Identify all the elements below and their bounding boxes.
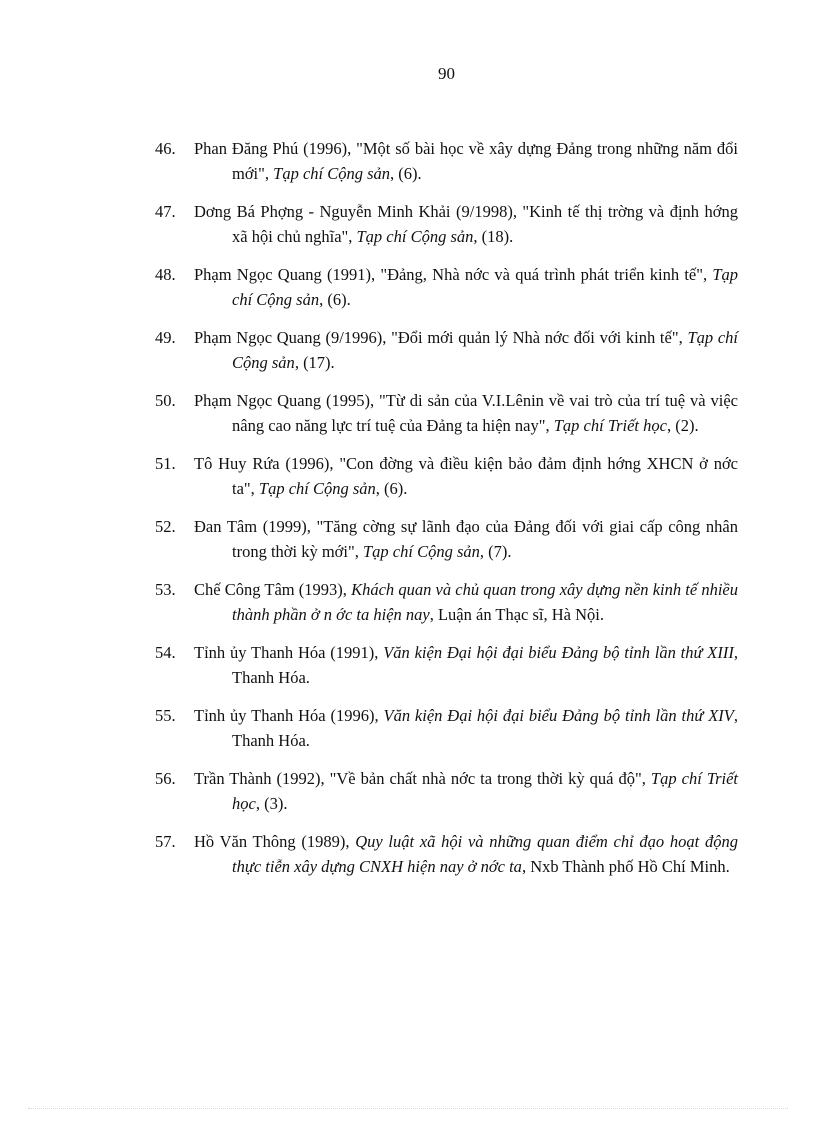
reference-number: 51.: [155, 454, 176, 473]
reference-segment: Tỉnh ủy Thanh Hóa (1991),: [194, 643, 384, 662]
reference-number: 46.: [155, 139, 176, 158]
reference-number: 47.: [155, 202, 176, 221]
reference-source-title: Tạp chí Cộng sản: [356, 227, 474, 246]
reference-text: [194, 202, 738, 246]
reference-text: [194, 769, 738, 813]
reference-segment: Phạm Ngọc Quang (1995), "Từ di sản của V.I.Lênin về vai trò của trí tuệ và việc nâng cao năng lực trí tuệ của Đảng ta hiện nay",: [194, 391, 738, 435]
reference-source-title: Tạp chí Triết học: [232, 769, 738, 813]
reference-segment: , Luận án Thạc sĩ, Hà Nội.: [429, 605, 604, 624]
reference-number: 50.: [155, 391, 176, 410]
reference-source-title: Tạp chí Cộng sản: [273, 164, 391, 183]
reference-item: [155, 325, 738, 375]
reference-segment: Phạm Ngọc Quang (1991), "Đảng, Nhà nớc và quá trình phát triển kinh tế",: [194, 265, 713, 284]
reference-text: [194, 517, 738, 561]
reference-item: [155, 514, 738, 564]
reference-number: 53.: [155, 580, 176, 599]
reference-source-title: Tạp chí Cộng sản: [232, 328, 738, 372]
reference-item: [155, 451, 738, 501]
reference-segment: , Thanh Hóa.: [232, 643, 738, 687]
page-number: 90: [438, 64, 455, 83]
reference-number: 48.: [155, 265, 176, 284]
reference-segment: Đan Tâm (1999), "Tăng cờng sự lãnh đạo của Đảng đối với giai cấp công nhân trong thời kỳ mới",: [194, 517, 738, 561]
reference-text: [194, 832, 738, 876]
reference-segment: (7).: [484, 542, 512, 561]
reference-source-title: Khách quan và chủ quan trong xây dựng nền kinh tế nhiều thành phần ở n ớc ta hiện nay: [232, 580, 739, 624]
reference-text: [194, 328, 738, 372]
reference-text: [194, 391, 738, 435]
reference-segment: , (6).: [390, 164, 422, 183]
reference-item: [155, 640, 738, 690]
reference-segment: Tô Huy Rứa (1996), "Con đờng và điều kiện bảo đảm định hớng XHCN ở nớc ta",: [194, 454, 738, 498]
reference-item: [155, 703, 738, 753]
reference-segment: , (2).: [666, 416, 699, 435]
reference-source-title: Tạp chí Triết học: [553, 416, 667, 435]
reference-segment: , (18).: [473, 227, 514, 246]
reference-segment: Phan Đăng Phú (1996), "Một số bài học về xây dựng Đảng trong những năm đổi mới",: [194, 139, 738, 183]
reference-source-title: Văn kiện Đại hội đại biểu Đảng bộ tỉnh lần thứ XIII: [383, 643, 734, 662]
reference-number: 57.: [155, 832, 176, 851]
reference-text: [194, 265, 738, 309]
reference-segment: Dơng Bá Phợng - Nguyễn Minh Khải (9/1998), "Kinh tế thị trờng và định hớng xã hội chủ nghĩa",: [194, 202, 738, 246]
reference-segment: Trần Thành (1992), "Về bản chất nhà nớc ta trong thời kỳ quá độ",: [194, 769, 651, 788]
reference-segment: , (3).: [255, 794, 288, 813]
reference-number: 52.: [155, 517, 176, 536]
reference-number: 55.: [155, 706, 176, 725]
reference-item: [155, 262, 738, 312]
reference-source-title: Văn kiện Đại hội đại biểu Đảng bộ tỉnh lần thứ XIV: [383, 706, 734, 725]
reference-item: [155, 766, 738, 816]
page-bottom-divider: [28, 1108, 788, 1109]
reference-item: [155, 829, 738, 879]
reference-segment: , Nxb Thành phố Hồ Chí Minh.: [521, 857, 730, 876]
reference-source-title: Tạp chí Cộng sản,: [362, 542, 484, 561]
reference-text: [194, 580, 738, 624]
reference-item: [155, 577, 738, 627]
reference-segment: Phạm Ngọc Quang (9/1996), "Đổi mới quản lý Nhà nớc đối với kinh tế",: [194, 328, 688, 347]
reference-segment: , Thanh Hóa.: [232, 706, 738, 750]
reference-source-title: Tạp chí Cộng sản: [258, 479, 376, 498]
reference-list: [155, 136, 738, 892]
reference-text: [194, 139, 738, 183]
reference-segment: Hồ Văn Thông (1989),: [194, 832, 356, 851]
reference-segment: Tỉnh ủy Thanh Hóa (1996),: [194, 706, 384, 725]
reference-text: [194, 643, 738, 687]
reference-item: [155, 388, 738, 438]
reference-item: [155, 199, 738, 249]
reference-segment: , (6).: [375, 479, 408, 498]
reference-text: [194, 454, 738, 498]
reference-segment: , (6).: [319, 290, 351, 309]
reference-source-title: Quy luật xã hội và những quan điểm chỉ đạo hoạt động thực tiễn xây dựng CNXH hiện nay ở nớc ta: [232, 832, 738, 876]
reference-number: 49.: [155, 328, 176, 347]
reference-text: [194, 706, 738, 750]
reference-item: [155, 136, 738, 186]
reference-source-title: Tạp chí Cộng sản: [232, 265, 738, 309]
reference-number: 56.: [155, 769, 176, 788]
reference-number: 54.: [155, 643, 176, 662]
reference-segment: , (17).: [294, 353, 335, 372]
reference-segment: Chế Công Tâm (1993),: [194, 580, 352, 599]
